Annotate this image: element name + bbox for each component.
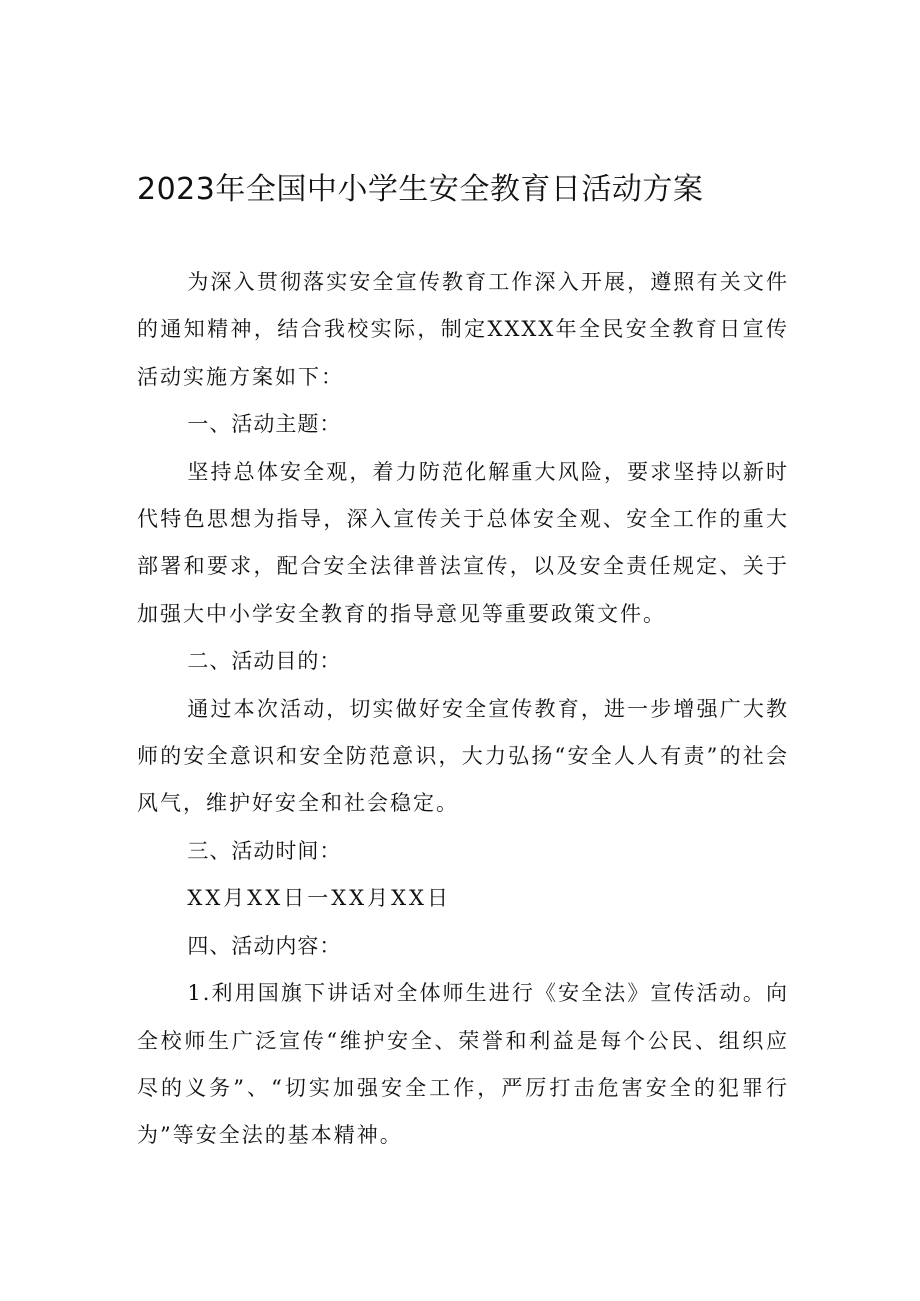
section-paragraph-purpose: 通过本次活动，切实做好安全宣传教育，进一步增强广大教师的安全意识和安全防范意识，大力弘扬“安全人人有责”的社会风气，维护好安全和社会稳定。 xyxy=(137,696,789,816)
intro-paragraph: 为深入贯彻落实安全宣传教育工作深入开展，遵照有关文件的通知精神，结合我校实际，制定XXXX年全民安全教育日宣传活动实施方案如下： xyxy=(137,270,789,389)
section-heading-theme: 一、活动主题： xyxy=(187,412,342,437)
section-heading-content: 四、活动内容： xyxy=(187,933,342,958)
document-body xyxy=(137,259,789,1160)
section-heading-purpose: 二、活动目的： xyxy=(187,649,342,674)
document-title: 2023年全国中小学生安全教育日活动方案 xyxy=(137,172,704,207)
section-paragraph-content: 1.利用国旗下讲话对全体师生进行《安全法》宣传活动。向全校师生广泛宣传“维护安全、荣誉和利益是每个公民、组织应尽的义务”、“切实加强安全工作，严厉打击危害安全的犯罪行为”等安全法的基本精神。 xyxy=(137,981,789,1148)
section-heading-time: 三、活动时间： xyxy=(187,838,342,863)
section-paragraph-theme: 坚持总体安全观，着力防范化解重大风险，要求坚持以新时代特色思想为指导，深入宣传关于总体安全观、安全工作的重大部署和要求，配合安全法律普法宣传，以及安全责任规定、关于加强大中小学安全教育的指导意见等重要政策文件。 xyxy=(137,459,789,626)
section-paragraph-time: XX月XX日一XX月XX日 xyxy=(187,886,451,911)
